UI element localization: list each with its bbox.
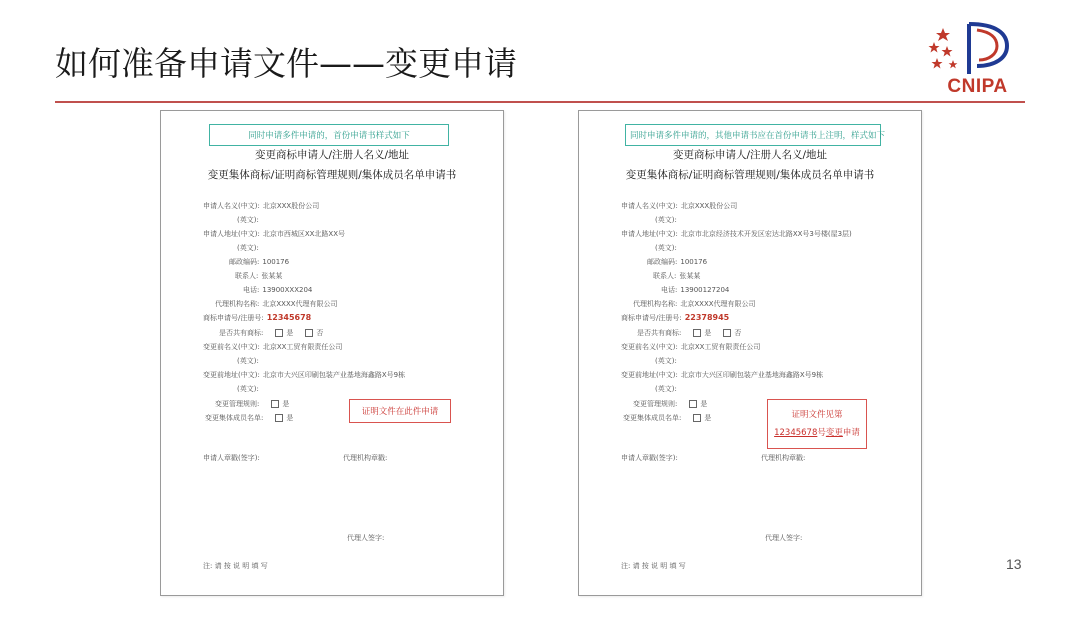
form-field: (英文): bbox=[237, 244, 259, 252]
cnipa-emblem-icon bbox=[925, 20, 1030, 80]
form-field: 变更集体成员名单: 是 bbox=[623, 414, 712, 422]
stamp-line-1: 证明文件见第 bbox=[791, 410, 843, 420]
cnipa-logo bbox=[925, 20, 1030, 102]
form-field: 电话: 13900XXX204 bbox=[243, 286, 313, 294]
form-field: 邮政编码: 100176 bbox=[229, 258, 290, 266]
form-field: 联系人: 张某某 bbox=[653, 272, 701, 280]
form-field: (英文): bbox=[655, 244, 677, 252]
form-field: (英文): bbox=[655, 357, 677, 365]
form-subtitle: 变更集体商标/证明商标管理规则/集体成员名单申请书 bbox=[207, 169, 457, 181]
form-footnote: 注: 请 按 说 明 填 写 bbox=[203, 562, 268, 570]
form-field: 变更管理规则: 是 bbox=[215, 400, 290, 408]
registration-number: 22378945 bbox=[684, 313, 730, 322]
form-field: (英文): bbox=[237, 216, 259, 224]
form-field: 商标申请号/注册号: 12345678 bbox=[203, 313, 312, 322]
note-box: 同时申请多件申请的，首份申请书样式如下 bbox=[209, 124, 449, 146]
form-field: 代理人签字: bbox=[347, 534, 385, 542]
form-title: 变更商标申请人/注册人名义/地址 bbox=[254, 149, 410, 161]
form-field: 商标申请号/注册号: 22378945 bbox=[621, 313, 730, 322]
form-field: 联系人: 张某某 bbox=[235, 272, 283, 280]
registration-number: 12345678 bbox=[266, 313, 312, 322]
form-field: 邮政编码: 100176 bbox=[647, 258, 708, 266]
checkbox bbox=[693, 329, 701, 337]
checkbox bbox=[271, 400, 279, 408]
slide-title: 如何准备申请文件——变更申请 bbox=[55, 44, 517, 83]
checkbox bbox=[693, 414, 701, 422]
checkbox bbox=[723, 329, 731, 337]
form-field: 申请人章戳(签字): bbox=[203, 454, 260, 462]
form-field: 电话: 13900127204 bbox=[661, 286, 730, 294]
red-stamp-note: 证明文件在此件申请 bbox=[349, 399, 451, 423]
form-subtitle: 变更集体商标/证明商标管理规则/集体成员名单申请书 bbox=[625, 169, 875, 181]
form-field: 申请人地址(中文): 北京市北京经济技术开发区宏达北路XX号3号楼(屋3层) bbox=[621, 230, 852, 238]
form-field: 代理人签字: bbox=[765, 534, 803, 542]
form-field: (英文): bbox=[655, 216, 677, 224]
form-field: 是否共有商标: 是 否 bbox=[637, 329, 742, 337]
checkbox bbox=[275, 329, 283, 337]
form-title: 变更商标申请人/注册人名义/地址 bbox=[672, 149, 828, 161]
form-field: 变更前名义(中文): 北京XX工贸有限责任公司 bbox=[621, 343, 761, 351]
logo-text: CNIPA bbox=[947, 76, 1008, 97]
form-field: 代理机构名称: 北京XXXX代理有限公司 bbox=[215, 300, 338, 308]
form-field: 变更前地址(中文): 北京市大兴区印刷包装产业基地海鑫路X号9栋 bbox=[621, 371, 824, 379]
title-divider bbox=[55, 101, 1025, 103]
checkbox bbox=[305, 329, 313, 337]
form-footnote: 注: 请 按 说 明 填 写 bbox=[621, 562, 686, 570]
form-field: (英文): bbox=[237, 385, 259, 393]
form-field: (英文): bbox=[655, 385, 677, 393]
form-field: 代理机构章戳: bbox=[343, 454, 388, 462]
form-field: 变更管理规则: 是 bbox=[633, 400, 708, 408]
form-field: 申请人名义(中文): 北京XXX股份公司 bbox=[621, 202, 738, 210]
form-field: 代理机构章戳: bbox=[761, 454, 806, 462]
form-field: 申请人章戳(签字): bbox=[621, 454, 678, 462]
form-field: 变更集体成员名单: 是 bbox=[205, 414, 294, 422]
form-field: 变更前名义(中文): 北京XX工贸有限责任公司 bbox=[203, 343, 343, 351]
application-form-left bbox=[160, 110, 504, 596]
form-field: 申请人名义(中文): 北京XXX股份公司 bbox=[203, 202, 320, 210]
page-number: 13 bbox=[1006, 556, 1022, 572]
form-field: 是否共有商标: 是 否 bbox=[219, 329, 324, 337]
checkbox bbox=[275, 414, 283, 422]
checkbox bbox=[689, 400, 697, 408]
note-box: 同时申请多件申请的，其他申请书应在首份申请书上注明，样式如下 bbox=[625, 124, 881, 146]
application-form-right bbox=[578, 110, 922, 596]
red-stamp-note bbox=[767, 399, 867, 449]
form-field: 申请人地址(中文): 北京市西城区XX北路XX号 bbox=[203, 230, 346, 238]
form-field: 代理机构名称: 北京XXXX代理有限公司 bbox=[633, 300, 756, 308]
stamp-line-2: 12345678号变更申请 bbox=[774, 428, 860, 438]
form-field: 变更前地址(中文): 北京市大兴区印刷包装产业基地海鑫路X号9栋 bbox=[203, 371, 406, 379]
form-field: (英文): bbox=[237, 357, 259, 365]
